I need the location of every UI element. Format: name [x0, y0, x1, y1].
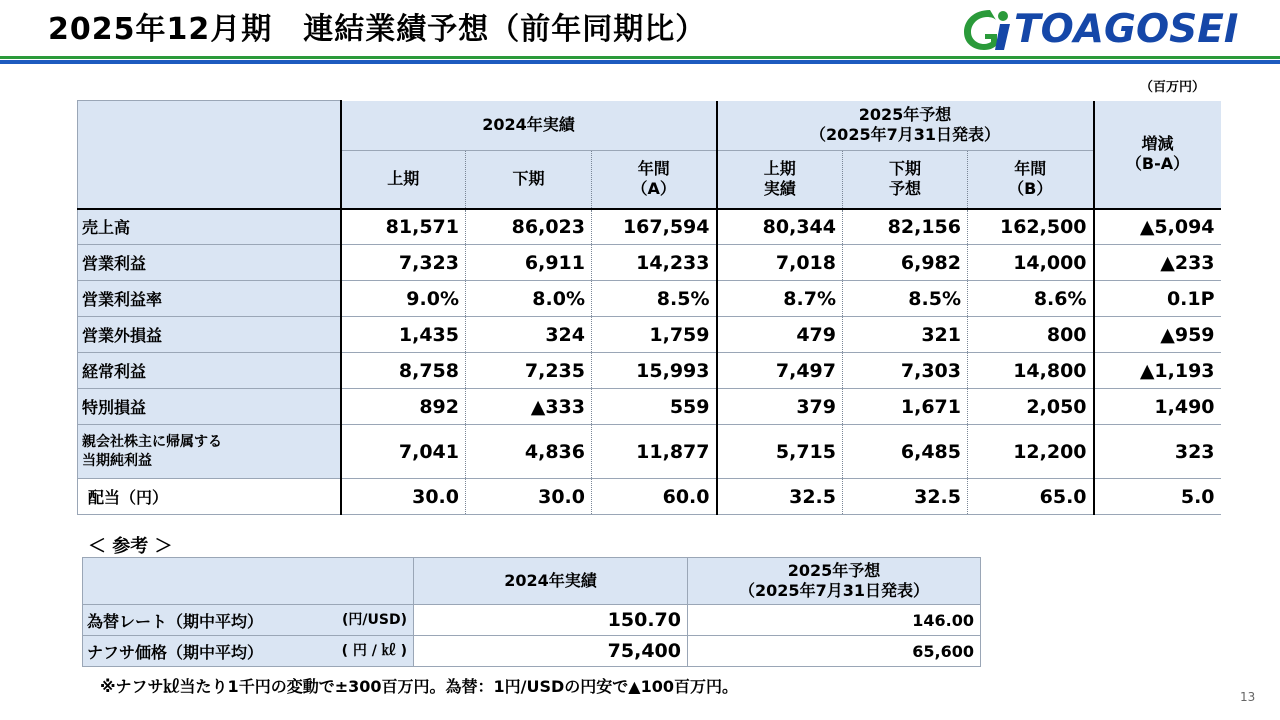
table-row	[78, 245, 1221, 281]
logo-mark-icon	[960, 6, 1018, 52]
cell: 14,800	[968, 353, 1094, 389]
cell: 14,233	[592, 245, 717, 281]
diff-header: 増減 （B-A）	[1094, 101, 1221, 209]
cell: 324	[466, 317, 592, 353]
cell: 479	[717, 317, 843, 353]
cell: 5.0	[1094, 479, 1221, 515]
cell: 4,836	[466, 425, 592, 479]
subheader-annual-a: 年間 （A）	[592, 151, 717, 209]
cell: 9.0%	[341, 281, 466, 317]
row-label: 経常利益	[78, 353, 341, 389]
group-header-2024: 2024年実績	[341, 101, 717, 151]
cell: 6,485	[843, 425, 968, 479]
header-rule-green	[0, 56, 1280, 59]
forecast-table	[77, 100, 1221, 515]
cell: ▲1,193	[1094, 353, 1221, 389]
group-header-2025: 2025年予想 （2025年7月31日発表）	[717, 101, 1094, 151]
table-corner	[78, 101, 341, 209]
subheader-h1-2025: 上期 実績	[717, 151, 843, 209]
cell: 162,500	[968, 209, 1094, 245]
cell: 30.0	[341, 479, 466, 515]
page-title: 2025年12月期 連結業績予想（前年同期比）	[48, 12, 707, 47]
page-number: 13	[1240, 690, 1256, 704]
cell: ▲333	[466, 389, 592, 425]
cell: 6,982	[843, 245, 968, 281]
row-label: 親会社株主に帰属する 当期純利益	[78, 425, 341, 479]
ref-row-label: 為替レート（期中平均） (円/USD)	[83, 605, 414, 636]
cell: 146.00	[688, 605, 981, 636]
cell: 379	[717, 389, 843, 425]
cell: 80,344	[717, 209, 843, 245]
cell: 1,490	[1094, 389, 1221, 425]
cell: 323	[1094, 425, 1221, 479]
cell: 81,571	[341, 209, 466, 245]
cell: 1,759	[592, 317, 717, 353]
cell: 892	[341, 389, 466, 425]
subheader-annual-b: 年間 （B）	[968, 151, 1094, 209]
cell: 75,400	[414, 636, 688, 667]
cell: 60.0	[592, 479, 717, 515]
cell: 7,041	[341, 425, 466, 479]
footnote: ※ナフサ㎘当たり1千円の変動で±300百万円。為替：1円/USDの円安で▲100百万円。	[100, 677, 738, 696]
cell: 7,018	[717, 245, 843, 281]
row-label: 営業利益	[78, 245, 341, 281]
cell: 8.6%	[968, 281, 1094, 317]
table-row	[83, 636, 981, 667]
cell: 7,303	[843, 353, 968, 389]
cell: 65.0	[968, 479, 1094, 515]
cell: 6,911	[466, 245, 592, 281]
table-row	[78, 425, 1221, 479]
cell: 32.5	[717, 479, 843, 515]
table-row	[78, 317, 1221, 353]
cell: 0.1P	[1094, 281, 1221, 317]
cell: 321	[843, 317, 968, 353]
cell: 167,594	[592, 209, 717, 245]
ref-corner	[83, 558, 414, 605]
cell: 800	[968, 317, 1094, 353]
cell: 30.0	[466, 479, 592, 515]
table-row	[78, 389, 1221, 425]
cell: 11,877	[592, 425, 717, 479]
row-label: 営業外損益	[78, 317, 341, 353]
row-label: 営業利益率	[78, 281, 341, 317]
subheader-h2-2025: 下期 予想	[843, 151, 968, 209]
subheader-h1-2024: 上期	[341, 151, 466, 209]
row-label: 売上高	[78, 209, 341, 245]
cell: 7,323	[341, 245, 466, 281]
ref-header-2025: 2025年予想 （2025年7月31日発表）	[688, 558, 981, 605]
cell: ▲233	[1094, 245, 1221, 281]
cell: 15,993	[592, 353, 717, 389]
row-label: 配当（円）	[78, 479, 341, 515]
cell: 8.5%	[843, 281, 968, 317]
cell: 8.0%	[466, 281, 592, 317]
cell: ▲959	[1094, 317, 1221, 353]
cell: 32.5	[843, 479, 968, 515]
cell: 7,497	[717, 353, 843, 389]
cell: 559	[592, 389, 717, 425]
subheader-h2-2024: 下期	[466, 151, 592, 209]
cell: 1,671	[843, 389, 968, 425]
cell: 8.7%	[717, 281, 843, 317]
cell: 150.70	[414, 605, 688, 636]
cell: 1,435	[341, 317, 466, 353]
cell: 82,156	[843, 209, 968, 245]
cell: 5,715	[717, 425, 843, 479]
ref-header-2024: 2024年実績	[414, 558, 688, 605]
table-row	[78, 353, 1221, 389]
cell: ▲5,094	[1094, 209, 1221, 245]
header-rule-blue	[0, 60, 1280, 64]
row-label: 特別損益	[78, 389, 341, 425]
cell: 2,050	[968, 389, 1094, 425]
company-logo	[960, 4, 1270, 54]
cell: 7,235	[466, 353, 592, 389]
table-row	[83, 605, 981, 636]
cell: 8.5%	[592, 281, 717, 317]
reference-heading: ＜ 参考 ＞	[88, 536, 173, 557]
reference-table	[82, 557, 981, 667]
cell: 12,200	[968, 425, 1094, 479]
cell: 86,023	[466, 209, 592, 245]
cell: 8,758	[341, 353, 466, 389]
ref-row-label: ナフサ価格（期中平均） ( 円 / ㎘ )	[83, 636, 414, 667]
table-row	[78, 281, 1221, 317]
table-row	[78, 209, 1221, 245]
table-row	[78, 479, 1221, 515]
unit-label: （百万円）	[1140, 80, 1206, 95]
cell: 65,600	[688, 636, 981, 667]
cell: 14,000	[968, 245, 1094, 281]
logo-text: TOAGOSEI	[1014, 6, 1239, 52]
